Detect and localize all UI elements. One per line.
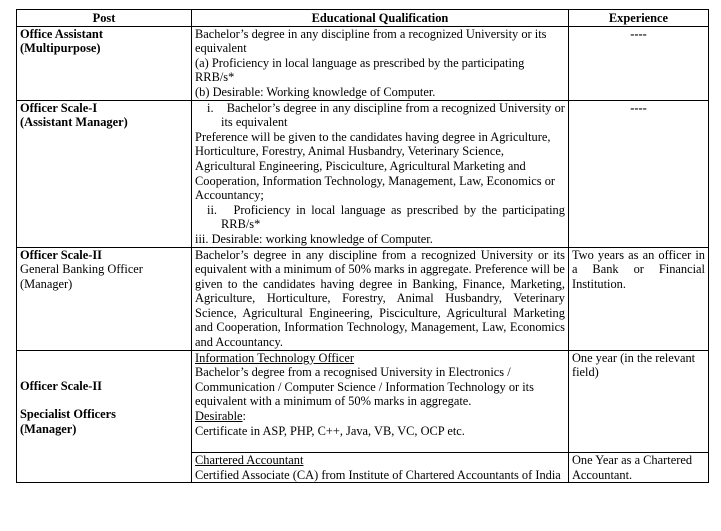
- table-row: [17, 247, 709, 350]
- post-cell: [17, 100, 192, 247]
- experience-cell: One Year as a Chartered Accountant.: [568, 453, 708, 483]
- experience-cell: One year (in the relevant field): [568, 350, 708, 453]
- desirable-line: Desirable:: [195, 409, 246, 424]
- qualification-table: [16, 9, 709, 483]
- qualification-text: (a) Proficiency in local language as prescribed by the participating RRB/s*: [195, 55, 525, 85]
- list-marker: ii.: [207, 202, 218, 217]
- qualification-text: Certificate in ASP, PHP, C++, Java, VB, VC, OCP etc.: [195, 423, 465, 438]
- list-item: ii. Proficiency in local language as prescribed by the participating RRB/s*: [207, 202, 565, 232]
- table-row: [17, 26, 709, 100]
- experience-cell: ----: [568, 26, 708, 100]
- header-experience: Experience: [568, 10, 708, 27]
- post-subtitle: (Assistant Manager): [20, 115, 128, 130]
- post-cell: [17, 247, 192, 350]
- experience-cell: Two years as an officer in a Bank or Financial Institution.: [568, 247, 708, 350]
- post-subtitle: Specialist Officers: [20, 407, 117, 422]
- post-title: Officer Scale-II: [20, 378, 103, 393]
- header-qualification: Educational Qualification: [192, 10, 569, 27]
- qualification-text: Bachelor’s degree in any discipline from a recognized University or its equivalent: [195, 26, 547, 56]
- post-title: Officer Scale-II: [20, 247, 103, 262]
- post-subtitle: (Manager): [20, 276, 73, 291]
- post-subtitle: (Manager): [20, 421, 77, 436]
- experience-cell: ----: [568, 100, 708, 247]
- post-title: Office Assistant: [20, 26, 103, 41]
- qualification-text: Preference will be given to the candidates having degree in Agriculture, Horticulture, Forestry, Animal Husbandry, Veterinary Science, Agricultural Engineering, Pisciculture, Agricultural Marketing and Cooperation, Information Technology, Management, Law, Economics or Accountancy;: [195, 129, 556, 203]
- table-row: [17, 350, 709, 453]
- section-heading: Information Technology Officer: [195, 350, 355, 365]
- post-cell: [17, 350, 192, 483]
- qualification-text: (b) Desirable: Working knowledge of Computer.: [195, 84, 436, 99]
- qualification-text: Certified Associate (CA) from Institute of Chartered Accountants of India: [195, 467, 561, 482]
- qualification-cell: [192, 350, 569, 453]
- qualification-cell: [192, 100, 569, 247]
- post-cell: [17, 26, 192, 100]
- post-subtitle: General Banking Officer: [20, 262, 143, 277]
- qualification-text: iii. Desirable: working knowledge of Computer.: [195, 231, 433, 246]
- list-item: i. Bachelor’s degree in any discipline from a recognized University or its equivalent: [207, 100, 565, 130]
- qualification-cell: [192, 453, 569, 483]
- post-subtitle: (Multipurpose): [20, 41, 101, 56]
- post-title: Officer Scale-I: [20, 100, 98, 115]
- header-row: [17, 10, 709, 27]
- table-row: [17, 100, 709, 247]
- qualification-cell: [192, 26, 569, 100]
- desirable-label: Desirable: [195, 409, 243, 424]
- section-heading: Chartered Accountant: [195, 453, 304, 468]
- qualification-text: Bachelor’s degree from a recognised University in Electronics / Communication / Computer Science / Information Technology or its equivalent with a minimum of 50% marks in aggregate.: [195, 365, 534, 409]
- qualification-cell: Bachelor’s degree in any discipline from a recognized University or its equivalent with a minimum of 50% marks in aggregate. Preference will be given to the candidates having degree in Banking, Finance, Marketing, Agriculture, Horticulture, Forestry, Animal Husbandry, Veterinary Science, Agricultural Engineering, Pisciculture, Agricultural Marketing and Cooperation, Information Technology, Management, Law, Economics and Accountancy.: [192, 247, 569, 350]
- header-post: Post: [17, 10, 192, 27]
- list-marker: i.: [207, 100, 214, 115]
